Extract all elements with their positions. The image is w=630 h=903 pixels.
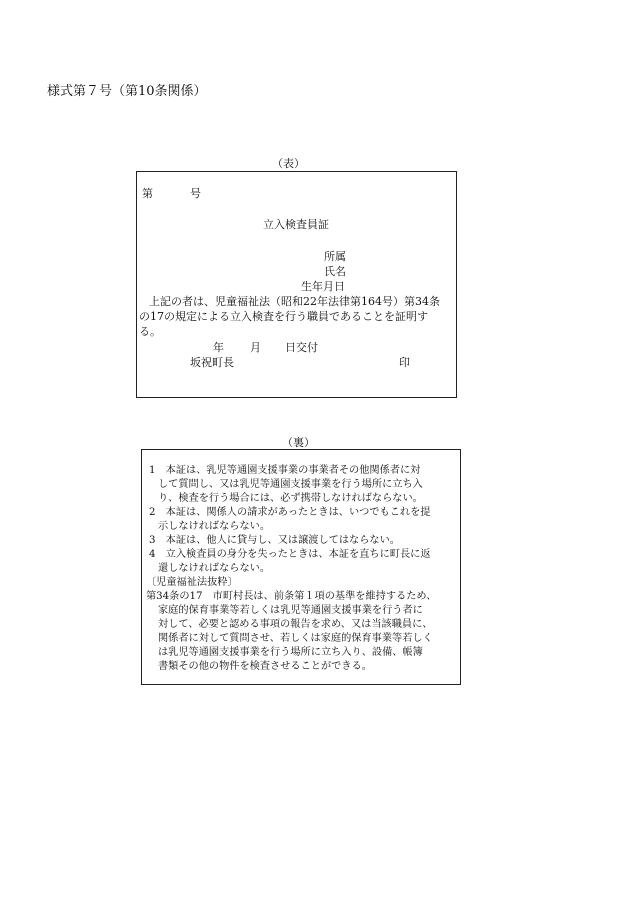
issue-year-label: 年 <box>213 341 224 354</box>
certificate-body-line-1: 上記の者は、児童福祉法（昭和22年法律第164号）第34条 <box>149 295 440 308</box>
back-card <box>141 449 461 685</box>
law-excerpt-heading: 〔児童福祉法抜粋〕 <box>146 577 238 588</box>
certificate-title: 立入検査員証 <box>263 218 329 231</box>
birth-date-label: 生年月日 <box>301 280 345 293</box>
certificate-number-suffix: 号 <box>190 187 201 200</box>
back-line-10: 第34条の17 市町村長は、前条第１項の基準を維持するため、 <box>146 591 437 602</box>
issuer-name: 坂祝町長 <box>190 356 234 369</box>
issue-day-label: 日交付 <box>285 341 318 354</box>
form-number-heading: 様式第７号（第10条関係） <box>47 84 207 99</box>
name-label: 氏名 <box>324 265 346 278</box>
back-line-5: 示しなければならない。 <box>158 521 271 532</box>
back-line-13: 関係者に対して質問させ、若しくは家庭的保育事業等若しく <box>158 633 433 644</box>
back-line-7: 4 立入検査員の身分を失ったときは、本証を直ちに町長に返 <box>149 549 431 560</box>
affiliation-label: 所属 <box>324 250 346 263</box>
seal-mark: 印 <box>399 356 410 369</box>
front-side-caption: （表） <box>272 157 305 170</box>
back-line-2: して質問し、又は乳児等通園支援事業を行う場所に立ち入 <box>158 479 423 490</box>
back-line-15: 書類その他の物件を検査させることができる。 <box>158 661 372 672</box>
back-line-4: 2 本証は、関係人の請求があったときは、いつでもこれを提 <box>149 507 431 518</box>
back-side-caption: （裏） <box>282 436 315 449</box>
front-card <box>136 171 457 398</box>
back-line-11: 家庭的保育事業等若しくは乳児等通園支援事業を行う者に <box>158 605 423 616</box>
issue-month-label: 月 <box>250 341 261 354</box>
back-line-1: 1 本証は、乳児等通園支援事業の事業者その他関係者に対 <box>149 465 421 476</box>
back-line-8: 還しなければならない。 <box>158 563 271 574</box>
certificate-number-prefix: 第 <box>142 187 153 200</box>
back-line-6: 3 本証は、他人に貸与し、又は譲渡してはならない。 <box>149 535 400 546</box>
certificate-body-line-3: る。 <box>139 325 161 338</box>
back-line-14: は乳児等通園支援事業を行う場所に立ち入り、設備、帳簿 <box>158 647 423 658</box>
back-line-12: 対して、必要と認める事項の報告を求め、又は当該職員に、 <box>158 619 433 630</box>
back-line-3: り、検査を行う場合には、必ず携帯しなければならない。 <box>158 493 423 504</box>
certificate-body-line-2: の17の規定による立入検査を行う職員であることを証明す <box>139 310 428 323</box>
